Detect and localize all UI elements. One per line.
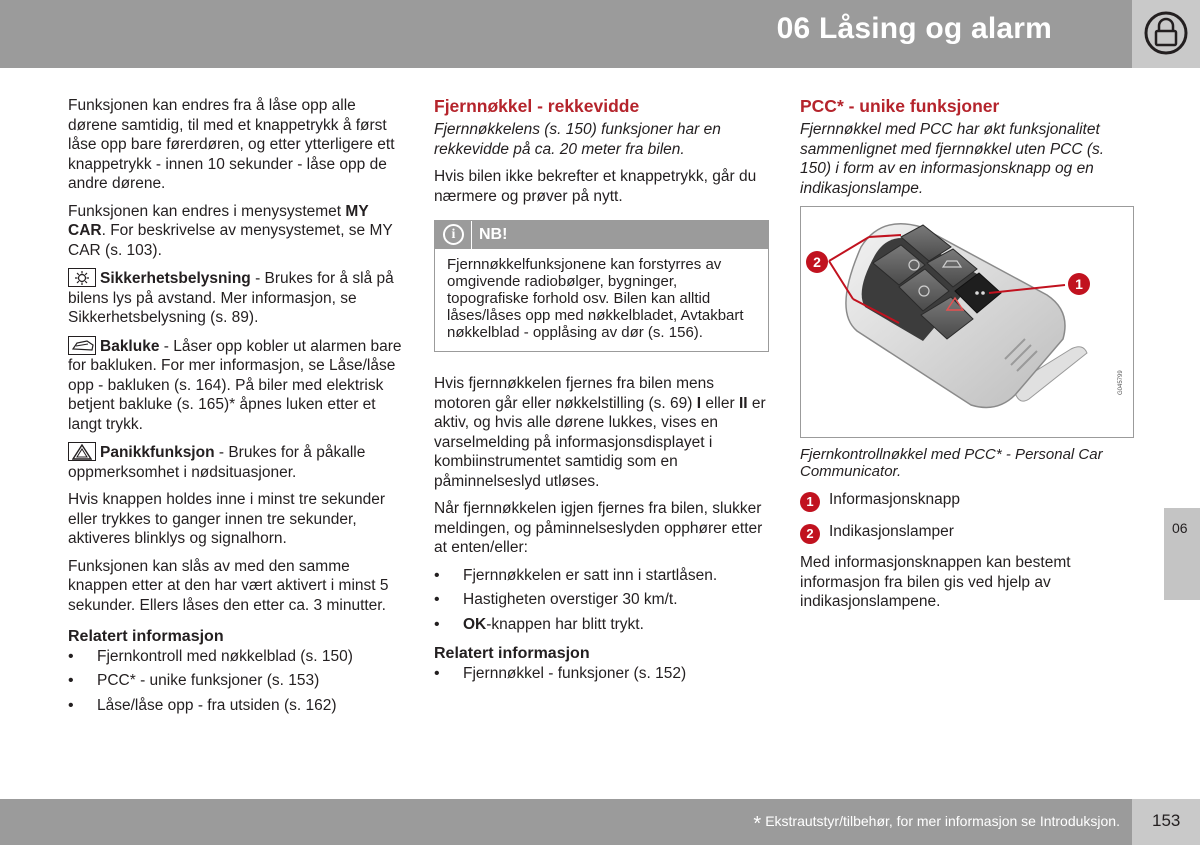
text: Hvis fjernnøkkelen fjernes fra bilen mens motoren går eller nøkkelstilling (s. 69) (434, 375, 714, 412)
section-intro: Fjernnøkkel med PCC har økt funksjonalitet sammenlignet med fjernnøkkel uten PCC (s. 150) i form av en informasjonsknapp og en indikasjonslampe. (800, 121, 1105, 197)
chapter-title: 06 Låsing og alarm (776, 12, 1052, 45)
text-bold: II (738, 394, 748, 412)
legend-number: 1 (800, 492, 820, 512)
text: eller (701, 394, 739, 412)
key-fob-illustration (801, 207, 1135, 439)
text: - Brukes for å slå på bilens lys på avstand. Mer informasjon, se Sikkerhetsbelysning (s. 89). (68, 270, 394, 326)
legend-label: Indikasjonslamper (829, 522, 954, 540)
asterisk: * (753, 813, 762, 835)
paragraph: Funksjonen kan endres fra å låse opp alle dørene samtidig, til med et knappetrykk å først låse opp bare førerdøren, og etter ytterligere ett knappetrykk - innen 10 sekunder - låse opp de andre dørene. (68, 97, 395, 192)
legend-item (800, 490, 1135, 510)
page-number-box (1132, 799, 1200, 845)
note-label: NB! (479, 226, 508, 243)
related-link[interactable]: • Fjernkontroll med nøkkelblad (s. 150) (68, 647, 408, 667)
section-heading: Fjernnøkkel - rekkevidde (434, 96, 640, 116)
note-box (434, 220, 769, 352)
paragraph: Hvis knappen holdes inne i minst tre sekunder eller trykkes to ganger innen tre sekunder, aktiveres blinklys og signalhorn. (68, 491, 386, 547)
text-bold: MY CAR (68, 202, 369, 239)
text-bold: Panikkfunksjon (100, 444, 215, 461)
warning-triangle-icon (68, 442, 96, 461)
figure-caption: Fjernkontrollnøkkel med PCC* - Personal Car Communicator. (800, 446, 1103, 480)
page-number: 153 (1152, 811, 1181, 830)
section-heading: PCC* - unike funksjoner (800, 96, 1000, 116)
list-item: • Hastigheten overstiger 30 km/t. (434, 590, 769, 610)
column-1 (68, 96, 408, 720)
related-link[interactable]: • PCC* - unike funksjoner (s. 153) (68, 671, 408, 691)
related-info-heading: Relatert informasjon (68, 628, 224, 645)
figure-code: G045799 (1118, 370, 1124, 395)
note-box-header (435, 221, 768, 249)
column-2 (434, 96, 769, 688)
paragraph (68, 336, 408, 435)
footnote (753, 813, 1120, 836)
paragraph (434, 374, 769, 491)
note-text: Fjernnøkkelfunksjonene kan forstyrres av omgivende radiobølger, bygninger, topografiske forhold osv. Bilen kan alltid låses/låses opp med nøkkelbladet, Avtakbart nøkkelblad - opplåsing av dør (s. 156). (447, 256, 744, 341)
tailgate-icon (68, 336, 96, 355)
paragraph: Med informasjonsknappen kan bestemt informasjon fra bilen gis ved hjelp av indikasjonslampene. (800, 554, 1071, 610)
column-3 (800, 96, 1135, 620)
text: . For beskrivelse av menysystemet, se MY CAR (s. 103). (68, 222, 393, 259)
chapter-side-tab-label: 06 (1172, 520, 1188, 536)
text-bold: I (696, 394, 702, 412)
legend-item (800, 522, 1135, 542)
paragraph: Når fjernnøkkelen igjen fjernes fra bilen, slukker meldingen, og påminnelseslyden opphører etter at enten/eller: (434, 500, 763, 556)
legend-number: 2 (800, 524, 820, 544)
text: Funksjonen kan endres i menysystemet (68, 202, 346, 220)
text: - Låser opp kobler ut alarmen bare for bakluken. For mer informasjon, se Låse/låse opp - bakluken (s. 164). På biler med elektrisk betjent bakluke (s. 165)* åpnes luken etter et langt trykk. (68, 337, 402, 433)
paragraph (68, 268, 408, 328)
list-item: • Fjernnøkkelen er satt inn i startlåsen. (434, 566, 769, 586)
divider (471, 221, 472, 249)
legend-label: Informasjonsknapp (829, 491, 960, 508)
text: er aktiv, og hvis alle dørene lukkes, vises en varselmelding på informasjonsdisplayet i kombiinstrumentet samtidig som en påminnelseslyd utløses. (434, 394, 766, 490)
paragraph (68, 442, 408, 482)
footnote-text: Ekstrautstyr/tilbehør, for mer informasjon se Introduksjon. (765, 813, 1120, 829)
related-info-list (434, 664, 769, 684)
footer-bar (0, 799, 1132, 845)
key-fob-figure (800, 206, 1134, 438)
list-item (434, 615, 769, 635)
chapter-side-tab (1164, 508, 1200, 600)
info-icon: i (443, 224, 464, 245)
text-bold: OK (463, 615, 487, 633)
related-info-heading: Relatert informasjon (434, 645, 590, 662)
figure-marker-2-label: 2 (813, 254, 821, 270)
related-info-list (68, 647, 408, 716)
text-bold: Sikkerhetsbelysning (100, 270, 251, 287)
related-link[interactable]: • Låse/låse opp - fra utsiden (s. 162) (68, 696, 408, 716)
paragraph: Hvis bilen ikke bekrefter et knappetrykk, går du nærmere og prøver på nytt. (434, 168, 757, 205)
chapter-icon-box (1132, 0, 1200, 68)
related-link[interactable]: • Fjernnøkkel - funksjoner (s. 152) (434, 664, 769, 684)
text-bold: Bakluke (100, 337, 160, 355)
light-bulb-icon (68, 268, 96, 287)
paragraph: Funksjonen kan slås av med den samme knappen etter at den har vært aktivert i minst 5 sekunder. Ellers låses den etter ca. 3 minutter. (68, 557, 389, 614)
text: - Brukes for å påkalle oppmerksomhet i nødsituasjoner. (68, 444, 366, 481)
text: -knappen har blitt trykt. (486, 615, 644, 633)
padlock-icon (1144, 10, 1188, 56)
condition-list (434, 566, 769, 635)
section-intro: Fjernnøkkelens (s. 150) funksjoner har en rekkevidde på ca. 20 meter fra bilen. (434, 121, 721, 158)
header-bar (0, 0, 1132, 68)
paragraph (68, 202, 408, 261)
figure-marker-1-label: 1 (1075, 276, 1083, 292)
